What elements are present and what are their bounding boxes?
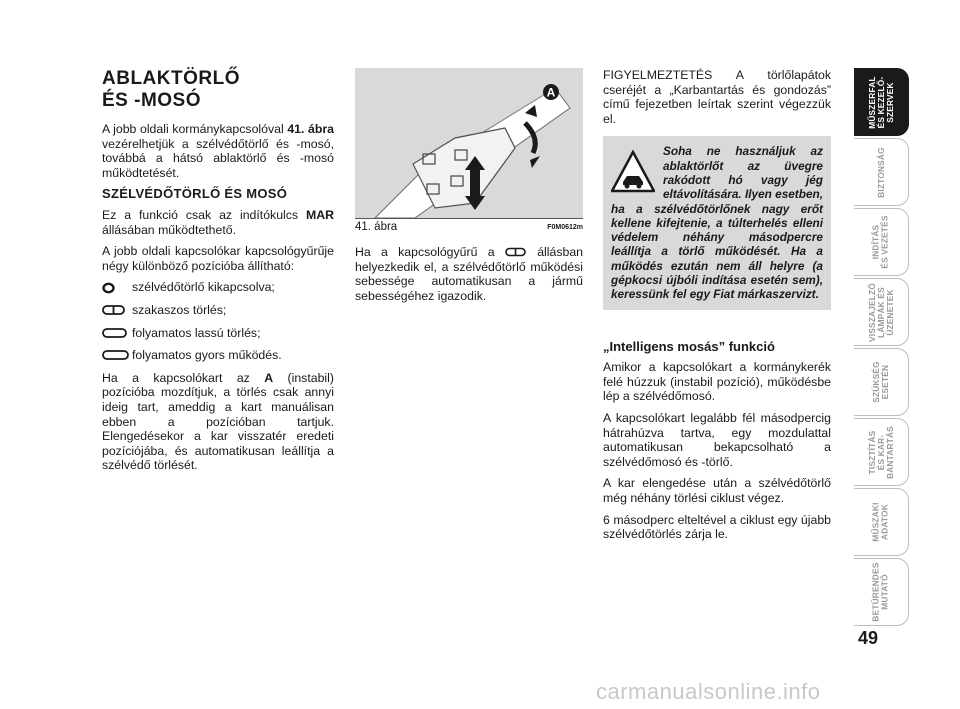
smart-wash-p1: Amikor a kapcsolókart a kormánykerék felé húzzuk (instabil pozíció), működésbe lép a szélvédőmosó.: [603, 360, 831, 404]
position-item: [102, 280, 334, 295]
warning-triangle-icon: [611, 150, 655, 194]
right-column: [603, 68, 831, 549]
tab-label: INDÍTÁS ÉS VEZETÉS: [871, 215, 890, 269]
tab-index[interactable]: [854, 558, 909, 626]
smart-wash-heading: „Intelligens mosás” funkció: [603, 338, 775, 354]
figure-code: F0M0612m: [547, 224, 583, 231]
tab-emergency[interactable]: [854, 348, 909, 416]
figure-caption: 41. ábra: [355, 221, 398, 233]
smart-wash-p3: A kar elengedése után a szélvédőtörlő még néhány törlési ciklust végez.: [603, 476, 831, 505]
tab-label: MŰSZERFAL ÉS KEZELŐ- SZERVEK: [866, 75, 895, 129]
off-symbol-icon: [102, 282, 132, 294]
tab-warning-lights[interactable]: [854, 278, 909, 346]
fast-symbol-icon: [102, 349, 132, 361]
key-text-rest: állásában működtethető.: [102, 222, 236, 237]
key-paragraph: [102, 208, 334, 237]
intro-paragraph: [102, 122, 334, 180]
position-item: [102, 326, 334, 341]
tab-safety[interactable]: [854, 138, 909, 206]
key-position: MAR: [305, 207, 334, 222]
smart-wash-p2: A kapcsolókart legalább fél másodpercig hátrahúzva tartva, egy mozdulattal automatikusan bekapcsolható a szélvédőmosó és -törlő.: [603, 411, 831, 469]
tab-label: VISSZAJELZŐ LÁMPÁK ÉS ÜZENETEK: [866, 282, 895, 342]
position-item: [102, 303, 334, 318]
left-column: [102, 68, 334, 480]
smart-wash-p4: 6 másodperc elteltével a ciklust egy újabb szélvédőtörlés zárja le.: [603, 512, 831, 542]
title-line-2: ÉS -MOSÓ: [102, 90, 202, 111]
tab-label: SZÜKSÉG ESETÉN: [870, 361, 890, 403]
section-title: [102, 68, 334, 112]
final-paragraph: [102, 371, 334, 473]
watermark: carmanualsonline.info: [596, 679, 821, 704]
maintenance-note: FIGYELMEZTETÉS A törlőlapátok cseréjét a „Karbantartás és gondozás” című fejezetben leírtak szerint végezzük el.: [603, 68, 831, 126]
wiper-lever-illustration: [355, 68, 583, 218]
tab-label: BIZTONSÁG: [875, 146, 886, 198]
position-label: szélvédőtörlő kikapcsolva;: [132, 280, 275, 295]
position-label: folyamatos lassú törlés;: [132, 325, 261, 340]
intermittent-inline-icon: [505, 245, 527, 259]
intro-text-rest: vezérelhetjük a szélvédőtörlő és -mosó, továbbá a hátsó ablaktörlő és -mosó működtetését.: [102, 136, 334, 180]
tab-maintenance[interactable]: [854, 418, 909, 486]
positions-intro: A jobb oldali kapcsolókar kapcsológyűrűje négy különböző pozícióba állítható:: [102, 244, 334, 273]
position-label: folyamatos gyors működés.: [132, 348, 282, 363]
intro-text: A jobb oldali kormánykapcsolóval: [102, 122, 288, 136]
auto-speed-paragraph: [355, 245, 583, 303]
final-text-rest: (instabil) pozícióba mozdítjuk, a törlés csak annyi ideig tart, ameddig a kart manuálisan ebben a pozícióban tartjuk. Elengedésekor a kar visszatér eredeti pozíciójába, és automatikusan leállítja a szélvédő törlését.: [102, 370, 334, 473]
position-a-reference: A: [264, 370, 274, 385]
final-text: Ha a kapcsolókart az: [102, 370, 265, 385]
title-line-1: ABLAKTÖRLŐ: [102, 68, 240, 89]
auto-speed-text: Ha a kapcsológyűrű a: [355, 245, 505, 259]
tab-instruments-controls[interactable]: [854, 68, 909, 136]
page-number: 49: [858, 628, 879, 648]
middle-column: [355, 68, 583, 310]
tab-label: MŰSZAKI ADATOK: [870, 502, 890, 542]
wiper-lever-figure: [355, 68, 583, 218]
tab-starting-driving[interactable]: [854, 208, 909, 276]
warning-box: [603, 136, 831, 309]
subheading: SZÉLVÉDŐTÖRLŐ ÉS MOSÓ: [102, 186, 288, 202]
figure-caption-bar: [355, 218, 583, 233]
tab-label: TISZTÍTÁS ÉS KAR- BANTARTÁS: [866, 425, 895, 479]
tab-label: BETŰRENDES MUTATÓ: [871, 562, 891, 622]
callout-a-label: A: [546, 85, 556, 100]
position-label: szakaszos törlés;: [132, 302, 227, 317]
key-text: Ez a funkció csak az indítókulcs: [102, 207, 306, 222]
intermittent-symbol-icon: [102, 304, 132, 316]
slow-symbol-icon: [102, 327, 132, 339]
tab-technical-data[interactable]: [854, 488, 909, 556]
auto-speed-text-rest: állásban helyezkedik el, a szélvédőtörlő működési sebessége automatikusan a jármű sebességéhez igazodik.: [355, 245, 583, 303]
figure-reference: 41. ábra: [287, 122, 334, 136]
warning-text: Soha ne használjuk az ablaktörlőt az üvegre rakódott hó vagy jég eltávolítására. Ilyen esetben, ha a szélvédőtörlőnek nagy erőt kellene kifejtenie, a túlterhelés elleni védelem néhány másodpercre leállítja a törlő működését. Ha a működés ezután nem áll helyre (a gépkocsi újbóli indítása esetén sem), keressünk fel egy Fiat márkaszervizt.: [611, 144, 823, 302]
position-item: [102, 348, 334, 363]
